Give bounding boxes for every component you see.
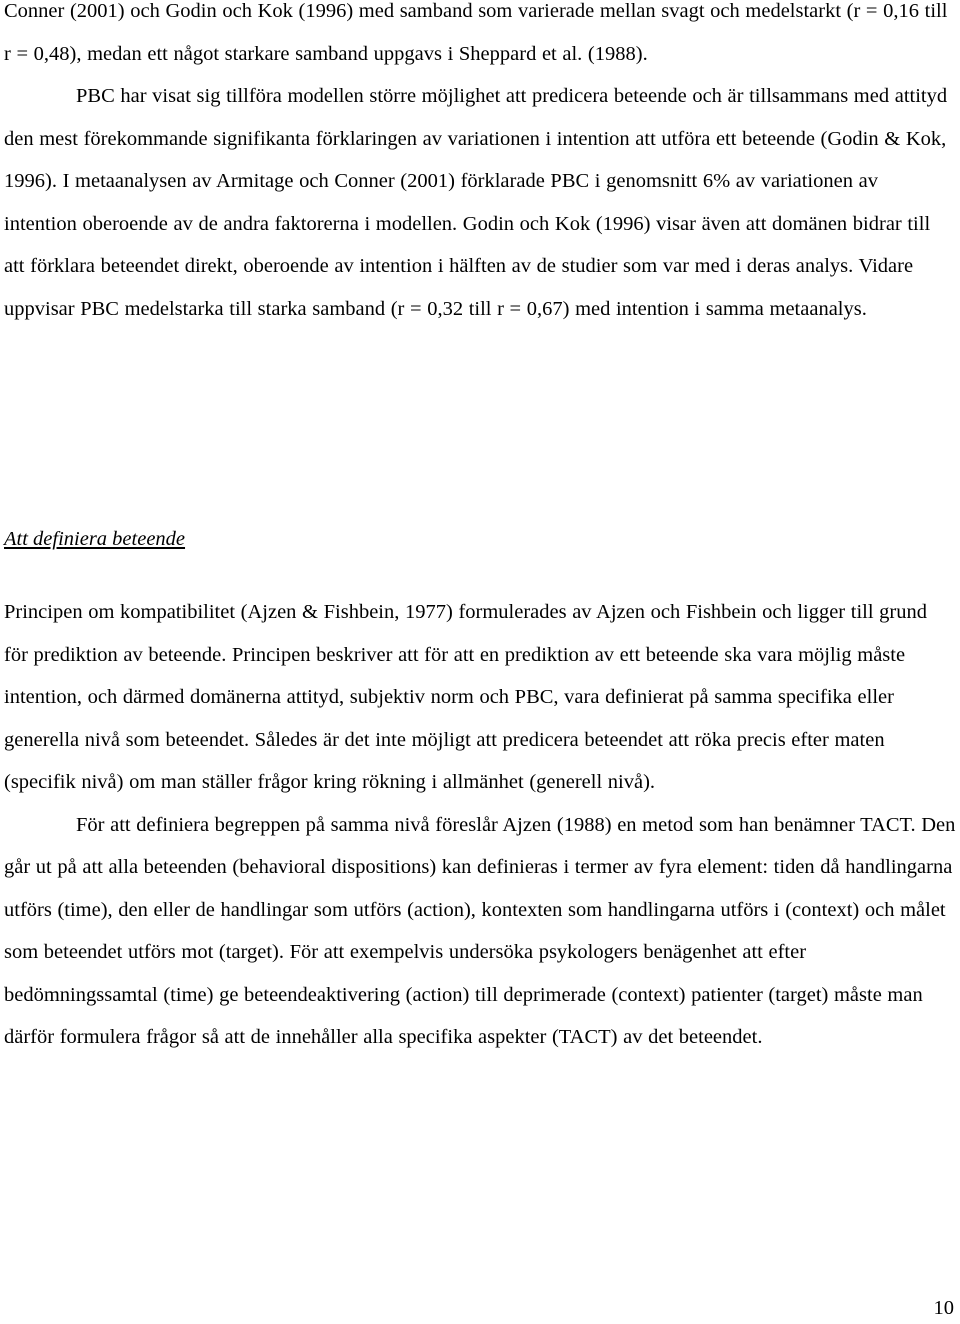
- paragraph-pbc: PBC har visat sig tillföra modellen större möjlighet att predicera beteende och är tillsammans med attityd den mest förekommande signifikanta förklaringen av variationen i intention att utföra ett beteende (Godin & Kok, 1996). I metaanalysen av Armitage och Conner (2001) förklarade PBC i genomsnitt 6% av variationen av intention oberoende av de andra faktorerna i modellen. Godin och Kok (1996) visar även att domänen bidrar till att förklara beteendet direkt, oberoende av intention i hälften av de studier som var med i deras analys. Vidare uppvisar PBC medelstarka till starka samband (r = 0,32 till r = 0,67) med intention i samma metaanalys.: [4, 85, 948, 320]
- bottom-text-block: [4, 591, 956, 1059]
- paragraph-tact: För att definiera begreppen på samma nivå föreslår Ajzen (1988) en metod som han benämner TACT. Den går ut på att alla beteenden (behavioral dispositions) kan definieras i termer av fyra element: tiden då handlingarna utförs (time), den eller de handlingar som utförs (action), kontexten som handlingarna utförs i (context) och målet som beteendet utförs mot (target). För att exempelvis undersöka psykologers benägenhet att efter bedömningssamtal (time) ge beteendeaktivering (action) till deprimerade (context) patienter (target) måste man därför formulera frågor så att de innehåller alla specifika aspekter (TACT) av det beteendet.: [4, 813, 956, 1048]
- paragraph-continuation: Conner (2001) och Godin och Kok (1996) med samband som varierade mellan svagt och medelstarkt (r = 0,16 till r = 0,48), medan ett något starkare samband uppgavs i Sheppard et al. (1988).: [4, 0, 948, 65]
- page-number: 10: [933, 1297, 954, 1319]
- section-heading: Att definiera beteende: [4, 528, 186, 550]
- paragraph-kompatibilitet: Principen om kompatibilitet (Ajzen & Fishbein, 1977) formulerades av Ajzen och Fishbein och ligger till grund för prediktion av beteende. Principen beskriver att för att en prediktion av ett beteende ska vara möjlig måste intention, och därmed domänerna attityd, subjektiv norm och PBC, vara definierat på samma specifika eller generella nivå som beteendet. Således är det inte möjligt att predicera beteendet att röka precis efter maten (specifik nivå) om man ställer frågor kring rökning i allmänhet (generell nivå).: [4, 601, 927, 793]
- top-text-block: [4, 0, 956, 330]
